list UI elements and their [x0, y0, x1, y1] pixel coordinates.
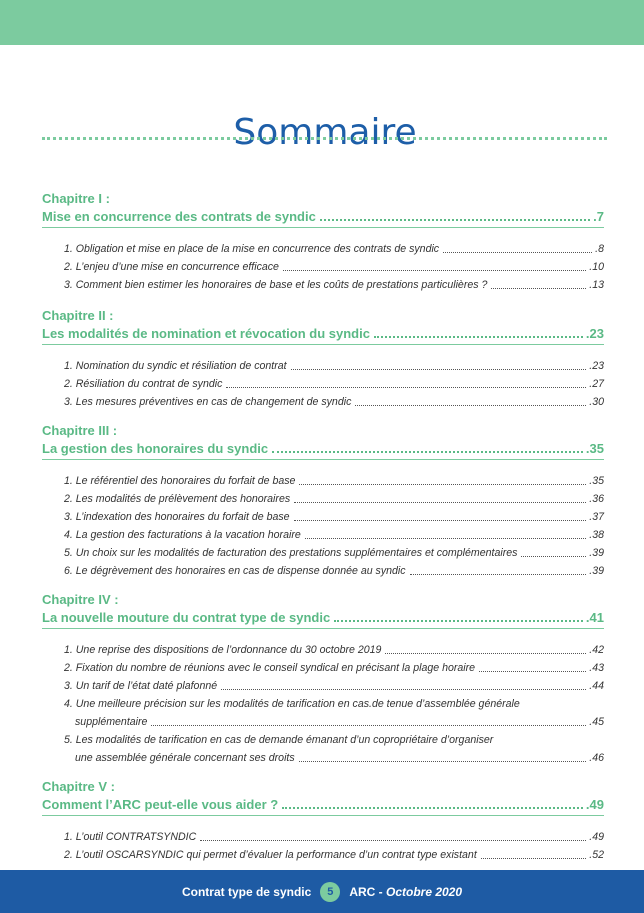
toc-item[interactable]	[64, 357, 604, 375]
title-divider	[42, 137, 607, 140]
toc-item-page-number: .44	[589, 680, 604, 692]
dot-leader	[294, 502, 586, 503]
dot-leader	[200, 840, 586, 841]
toc-item-title: 1. Une reprise des dispositions de l’ordonnance du 30 octobre 2019	[64, 644, 382, 656]
toc-item-page-number: .30	[589, 396, 604, 408]
dot-leader	[491, 288, 586, 289]
footer-date: Octobre 2020	[385, 884, 463, 899]
dot-leader	[334, 620, 583, 622]
footer-publisher-date	[349, 885, 462, 899]
toc-item-title: 3. Les mesures préventives en cas de changement de syndic	[64, 396, 352, 408]
toc-item-page-number: .39	[589, 565, 604, 577]
toc-item-page-number: .13	[589, 279, 604, 291]
chapter-title-row[interactable]	[42, 795, 604, 813]
toc-item-title: 4. Une meilleure précision sur les modalités de tarification en cas.de tenue d’assemblée générale	[64, 698, 520, 710]
toc-item-title: 2. L’enjeu d’une mise en concurrence efficace	[64, 261, 279, 273]
chapter-section	[42, 191, 604, 294]
dot-leader	[305, 538, 587, 539]
dot-leader	[374, 336, 583, 338]
toc-item-title: 3. Un tarif de l’état daté plafonné	[64, 680, 218, 692]
toc-item[interactable]	[64, 846, 604, 864]
chapter-label: Chapitre I :	[42, 191, 110, 206]
chapter-label: Chapitre IV :	[42, 592, 119, 607]
toc-item[interactable]	[64, 276, 604, 294]
toc-item[interactable]	[64, 695, 604, 731]
dot-leader	[283, 270, 586, 271]
toc-item-page-number: .46	[589, 752, 604, 764]
chapter-title: Comment l’ARC peut-elle vous aider ?	[42, 797, 279, 812]
chapter-label: Chapitre II :	[42, 308, 114, 323]
chapter-title-row[interactable]	[42, 324, 604, 342]
toc-item-title: 4. La gestion des facturations à la vacation horaire	[64, 529, 301, 541]
dot-leader	[410, 574, 587, 575]
toc-item[interactable]	[64, 544, 604, 562]
chapter-title: La gestion des honoraires du syndic	[42, 441, 269, 456]
toc-item[interactable]	[64, 659, 604, 677]
chapter-items	[64, 828, 604, 864]
chapter-section	[42, 308, 604, 411]
toc-item-page-number: .49	[589, 831, 604, 843]
chapter-page-number: .7	[593, 209, 604, 224]
toc-item-title: 3. Comment bien estimer les honoraires de base et les coûts de prestations particulières ?	[64, 279, 488, 291]
dot-leader	[221, 689, 586, 690]
footer-bar	[0, 870, 644, 913]
chapter-label: Chapitre V :	[42, 779, 115, 794]
chapter-title: La nouvelle mouture du contrat type de syndic	[42, 610, 331, 625]
chapter-page-number: .35	[585, 441, 604, 456]
toc-item-page-number: .27	[589, 378, 604, 390]
dot-leader	[385, 653, 586, 654]
toc-item-page-number: .39	[589, 547, 604, 559]
toc-item-page-number: .43	[589, 662, 604, 674]
chapter-label: Chapitre III :	[42, 423, 118, 438]
dot-leader	[151, 725, 586, 726]
dot-leader	[299, 484, 586, 485]
chapter-section	[42, 779, 604, 864]
toc-item-title: 1. L’outil CONTRATSYNDIC	[64, 831, 197, 843]
dot-leader	[521, 556, 586, 557]
chapter-items	[64, 641, 604, 767]
toc-item-title: 2. Résiliation du contrat de syndic	[64, 378, 223, 390]
toc-item[interactable]	[64, 641, 604, 659]
dot-leader	[226, 387, 586, 388]
dot-leader	[282, 807, 583, 809]
toc-item-title: 5. Un choix sur les modalités de facturation des prestations supplémentaires et complémentaires	[64, 547, 518, 559]
toc-item[interactable]	[64, 490, 604, 508]
table-of-contents	[42, 191, 604, 864]
chapter-title: Mise en concurrence des contrats de syndic	[42, 209, 316, 224]
page-title: Sommaire	[233, 112, 417, 154]
page-number-badge: 5	[320, 882, 340, 902]
toc-item[interactable]	[64, 258, 604, 276]
toc-item-title: 2. Les modalités de prélèvement des honoraires	[64, 493, 291, 505]
toc-item-page-number: .35	[589, 475, 604, 487]
dot-leader	[272, 451, 583, 453]
dot-leader	[479, 671, 586, 672]
toc-item[interactable]	[64, 393, 604, 411]
top-banner	[0, 0, 644, 45]
toc-item[interactable]	[64, 731, 604, 767]
toc-item[interactable]	[64, 828, 604, 846]
toc-item-page-number: .36	[589, 493, 604, 505]
toc-item[interactable]	[64, 375, 604, 393]
chapter-section	[42, 423, 604, 580]
toc-item-page-number: .23	[589, 360, 604, 372]
toc-item-title-continued: supplémentaire	[75, 716, 148, 728]
toc-item-title: 1. Obligation et mise en place de la mise en concurrence des contrats de syndic	[64, 243, 440, 255]
dot-leader	[291, 369, 587, 370]
toc-item[interactable]	[64, 472, 604, 490]
chapter-title: Les modalités de nomination et révocation du syndic	[42, 326, 370, 341]
chapter-page-number: .49	[585, 797, 604, 812]
dot-leader	[294, 520, 587, 521]
footer-publisher: ARC -	[349, 884, 383, 899]
chapter-items	[64, 240, 604, 294]
toc-item-title: 1. Le référentiel des honoraires du forfait de base	[64, 475, 296, 487]
toc-item-page-number: .52	[589, 849, 604, 861]
toc-item-title: 2. L’outil OSCARSYNDIC qui permet d’évaluer la performance d’un contrat type existant	[64, 849, 477, 861]
chapter-title-row[interactable]	[42, 439, 604, 457]
chapter-page-number: .41	[585, 610, 604, 625]
chapter-title-row[interactable]	[42, 207, 604, 225]
footer-document-title: Contrat type de syndic	[181, 884, 312, 899]
chapter-items	[64, 472, 604, 580]
toc-item[interactable]	[64, 240, 604, 258]
toc-item-title: 6. Le dégrèvement des honoraires en cas de dispense donnée au syndic	[64, 565, 406, 577]
toc-item-title-continued: une assemblée générale concernant ses droits	[75, 752, 295, 764]
toc-item[interactable]	[64, 508, 604, 526]
toc-item-title: 2. Fixation du nombre de réunions avec le conseil syndical en précisant la plage horaire	[64, 662, 476, 674]
toc-item-continuation	[64, 749, 604, 767]
toc-item-continuation	[64, 713, 604, 731]
toc-item-title: 3. L’indexation des honoraires du forfait de base	[64, 511, 290, 523]
toc-item-page-number: .10	[589, 261, 604, 273]
toc-item[interactable]	[64, 562, 604, 580]
toc-item-page-number: .8	[595, 243, 604, 255]
dot-leader	[299, 761, 587, 762]
toc-item-page-number: .45	[589, 716, 604, 728]
chapter-page-number: .23	[585, 326, 604, 341]
toc-item-page-number: .38	[589, 529, 604, 541]
toc-item[interactable]	[64, 526, 604, 544]
toc-item-title: 5. Les modalités de tarification en cas de demande émanant d’un copropriétaire d’organiser	[64, 734, 494, 746]
toc-item-page-number: .42	[589, 644, 604, 656]
dot-leader	[443, 252, 592, 253]
dot-leader	[320, 219, 590, 221]
dot-leader	[355, 405, 586, 406]
toc-item-page-number: .37	[589, 511, 604, 523]
dot-leader	[481, 858, 586, 859]
chapter-section	[42, 592, 604, 767]
chapter-title-row[interactable]	[42, 608, 604, 626]
toc-item-title: 1. Nomination du syndic et résiliation de contrat	[64, 360, 287, 372]
toc-item[interactable]	[64, 677, 604, 695]
chapter-items	[64, 357, 604, 411]
